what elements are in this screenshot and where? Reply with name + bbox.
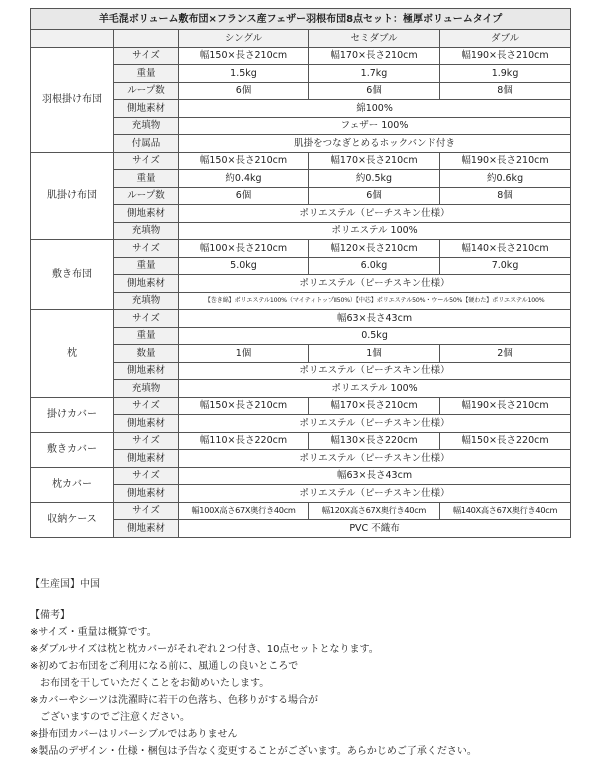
row-value: 6個 [309,82,440,100]
table-row [31,467,571,485]
row-label: 重量 [114,327,179,345]
row-label: 側地素材 [114,100,179,118]
row-label: 重量 [114,170,179,188]
row-value: 幅130×長さ220cm [309,432,440,450]
spec-table [30,8,571,538]
row-value: 幅110×長さ220cm [179,432,309,450]
row-value: 幅190×長さ210cm [440,152,571,170]
row-label: 数量 [114,345,179,363]
row-label: 側地素材 [114,205,179,223]
section-name: 肌掛け布団 [31,152,114,240]
row-value: 幅120×長さ210cm [309,240,440,258]
row-value: 幅170×長さ210cm [309,47,440,65]
row-value: 幅190×長さ210cm [440,47,571,65]
table-row [31,240,571,258]
table-row [31,432,571,450]
row-value-span: 【巻き綿】ポリエステル100%（マイティトップⅡ50%）【中芯】ポリエステル50%・ウール50%【硬わた】ポリエステル100% [179,292,571,310]
row-label: ループ数 [114,187,179,205]
row-label: 側地素材 [114,362,179,380]
note-line: ※サイズ・重量は概算です。 [30,627,157,638]
row-label: 側地素材 [114,275,179,293]
row-label: 充填物 [114,380,179,398]
row-label: 側地素材 [114,520,179,538]
section-name: 敷きカバー [31,432,114,467]
note-line: ※製品のデザイン・仕様・梱包は予告なく変更することがございます。あらかじめご了承ください。 [30,746,477,757]
row-value: 6個 [179,82,309,100]
row-value: 約0.4kg [179,170,309,188]
row-value: 幅170×長さ210cm [309,397,440,415]
header-semi-double: セミダブル [309,30,440,48]
row-value-span: 幅63×長さ43cm [179,467,571,485]
table-row [31,310,571,328]
row-value-span: 肌掛をつなぎとめるホックバンド付き [179,135,571,153]
row-label: 側地素材 [114,415,179,433]
row-value-span: フェザー 100% [179,117,571,135]
row-label: サイズ [114,502,179,520]
row-value-span: ポリエステル（ピーチスキン仕様） [179,485,571,503]
row-value: 幅100×長さ210cm [179,240,309,258]
row-value-span: ポリエステル（ピーチスキン仕様） [179,205,571,223]
row-value-span: 幅63×長さ43cm [179,310,571,328]
row-value: 1.9kg [440,65,571,83]
header-row [31,30,571,48]
row-value: 幅170×長さ210cm [309,152,440,170]
row-value: 幅100X高さ67X奥行き40cm [179,502,309,520]
header-single: シングル [179,30,309,48]
row-value-span: ポリエステル（ピーチスキン仕様） [179,275,571,293]
row-label: サイズ [114,240,179,258]
row-label: 充填物 [114,222,179,240]
header-blank-2 [114,30,179,48]
row-value: 8個 [440,82,571,100]
row-value: 6個 [309,187,440,205]
note-line: ございますのでご注意ください。 [30,712,190,723]
header-double: ダブル [440,30,571,48]
note-line: ※掛布団カバーはリバーシブルではありません [30,729,238,740]
row-value: 幅120X高さ67X奥行き40cm [309,502,440,520]
row-label: 重量 [114,257,179,275]
row-label: サイズ [114,152,179,170]
row-value: 幅150×長さ210cm [179,47,309,65]
row-label: 側地素材 [114,450,179,468]
table-row [31,397,571,415]
row-value: 幅150×長さ210cm [179,397,309,415]
table-row [31,47,571,65]
row-value-span: ポリエステル（ピーチスキン仕様） [179,362,571,380]
row-value: 1.5kg [179,65,309,83]
row-label: 重量 [114,65,179,83]
row-value: 6.0kg [309,257,440,275]
title-row [31,9,571,30]
row-value-span: ポリエステル（ピーチスキン仕様） [179,415,571,433]
section-name: 掛けカバー [31,397,114,432]
notes-list [30,624,590,760]
section-name: 収納ケース [31,502,114,537]
note-line: お布団を干していただくことをお勧めいたします。 [30,678,270,689]
row-value-span: PVC 不織布 [179,520,571,538]
row-label: サイズ [114,47,179,65]
header-blank [31,30,114,48]
row-value: 幅150×長さ220cm [440,432,571,450]
note-line: ※初めてお布団をご利用になる前に、風通しの良いところで [30,661,299,672]
row-value: 1個 [309,345,440,363]
row-value: 約0.5kg [309,170,440,188]
row-value: 5.0kg [179,257,309,275]
row-label: 側地素材 [114,485,179,503]
row-value: 幅140X高さ67X奥行き40cm [440,502,571,520]
section-name: 敷き布団 [31,240,114,310]
row-value-span: 0.5kg [179,327,571,345]
note-line: ※ダブルサイズは枕と枕カバーがそれぞれ２つ付き、10点セットとなります。 [30,644,379,655]
row-value: 6個 [179,187,309,205]
row-value: 幅140×長さ210cm [440,240,571,258]
row-label: 充填物 [114,117,179,135]
table-row [31,502,571,520]
row-value-span: ポリエステル 100% [179,380,571,398]
row-label: ループ数 [114,82,179,100]
table-title: 羊毛混ボリューム敷布団×フランス産フェザー羽根布団8点セット：極厚ボリュームタイプ [31,9,571,30]
origin-text: 【生産国】中国 [30,579,100,590]
row-value: 約0.6kg [440,170,571,188]
section-name: 枕 [31,310,114,398]
row-label: サイズ [114,397,179,415]
row-value: 8個 [440,187,571,205]
row-label: サイズ [114,432,179,450]
section-name: 羽根掛け布団 [31,47,114,152]
note-line: ※カバーやシーツは洗濯時に若干の色落ち、色移りがする場合が [30,695,318,706]
notes-title: 【備考】 [30,610,70,621]
row-value: 1個 [179,345,309,363]
row-value: 7.0kg [440,257,571,275]
row-value: 1.7kg [309,65,440,83]
row-value: 幅150×長さ210cm [179,152,309,170]
row-label: サイズ [114,467,179,485]
row-value-span: ポリエステル 100% [179,222,571,240]
row-value-span: 綿100% [179,100,571,118]
row-value-span: ポリエステル（ピーチスキン仕様） [179,450,571,468]
row-value: 幅190×長さ210cm [440,397,571,415]
row-label: サイズ [114,310,179,328]
row-label: 付属品 [114,135,179,153]
table-row [31,152,571,170]
row-label: 充填物 [114,292,179,310]
section-name: 枕カバー [31,467,114,502]
notes-block [30,576,590,760]
row-value: 2個 [440,345,571,363]
